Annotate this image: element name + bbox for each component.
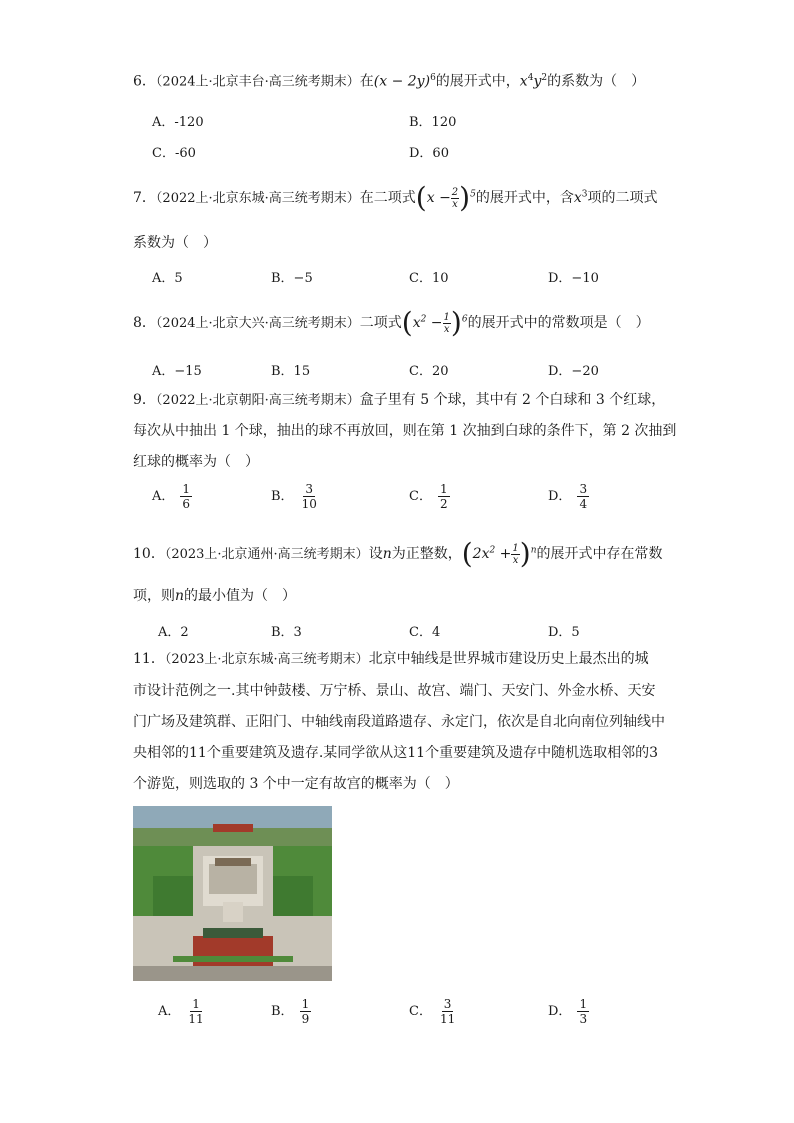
option-c[interactable]: C． $\frac{3}{11}$	[409, 997, 456, 1026]
fraction: $\frac{1}{2}$	[439, 482, 448, 511]
question-7: 7．（2022上·北京东城·高三统考期末）在二项式(x − $\frac{2}{x}$ )$^5$的展开式中，含$x^3$项的二项式	[133, 181, 658, 214]
option-b[interactable]: B．15	[271, 364, 311, 379]
option-d[interactable]: D．−20	[548, 364, 599, 379]
fraction: $\frac{3}{11}$	[439, 997, 456, 1026]
question-11-line5: 个游览，则选取的 3 个中一定有故宫的概率为（ ）	[133, 776, 459, 792]
option-a[interactable]: A．−15	[152, 364, 202, 379]
question-source: （2024上·北京大兴·高三统考期末）	[155, 316, 360, 331]
option-c[interactable]: C．20	[409, 364, 449, 379]
question-source: （2024上·北京丰台·高三统考期末）	[155, 74, 360, 90]
question-7-line2: 系数为（ ）	[133, 235, 217, 251]
option-d[interactable]: D．5	[548, 625, 580, 640]
binomial-expression: ($x^2$ − $\frac{1}{x}$ )$^6$	[401, 306, 468, 339]
binomial-expression: (x − $\frac{2}{x}$ )$^5$	[415, 181, 476, 214]
option-d[interactable]: D．60	[409, 146, 449, 161]
question-6: 6．（2024上·北京丰台·高三统考期末）在$(x - 2y)^6$的展开式中，$x^4y^2$的系数为（ ）	[133, 73, 646, 90]
question-10: 10．（2023上·北京通州·高三统考期末）设n为正整数，($2x^2$ + $\frac{1}{x}$ )$^n$的展开式中存在常数	[133, 537, 663, 570]
option-d[interactable]: D． $\frac{1}{3}$	[548, 997, 588, 1026]
option-c[interactable]: C．-60	[152, 146, 196, 161]
fraction: $\frac{1}{3}$	[579, 997, 588, 1026]
option-b[interactable]: B． $\frac{1}{9}$	[271, 997, 310, 1026]
question-source: （2023上·北京通州·高三统考期末）	[164, 547, 369, 562]
question-11: 11．（2023上·北京东城·高三统考期末）北京中轴线是世界城市建设历史上最杰出的城	[133, 651, 649, 667]
binomial-expression: (x − 2y)	[373, 73, 431, 90]
option-b[interactable]: B．−5	[271, 271, 313, 286]
question-11-line2: 市设计范例之一.其中钟鼓楼、万宁桥、景山、故宫、端门、天安门、外金水桥、天安	[133, 683, 656, 699]
question-8: 8．（2024上·北京大兴·高三统考期末）二项式($x^2$ − $\frac{1}{x}$ )$^6$的展开式中的常数项是（ ）	[133, 306, 650, 339]
fraction: $\frac{1}{9}$	[301, 997, 310, 1026]
fraction: $\frac{3}{10}$	[301, 482, 317, 511]
option-d[interactable]: D． $\frac{3}{4}$	[548, 482, 588, 511]
question-source: （2022上·北京朝阳·高三统考期末）	[155, 393, 360, 408]
option-c[interactable]: C．4	[409, 625, 441, 640]
question-9: 9．（2022上·北京朝阳·高三统考期末）盒子里有 5 个球，其中有 2 个白球和 3 个红球，	[133, 392, 666, 408]
question-9-line2: 每次从中抽出 1 个球，抽出的球不再放回，则在第 1 次抽到白球的条件下，第 2 次抽到	[133, 423, 677, 439]
option-a[interactable]: A．-120	[152, 115, 204, 130]
option-c[interactable]: C． $\frac{1}{2}$	[409, 482, 448, 511]
aerial-photo-illustration	[133, 806, 332, 981]
question-9-line3: 红球的概率为（ ）	[133, 454, 259, 470]
option-a[interactable]: A． $\frac{1}{6}$	[152, 482, 191, 511]
option-b[interactable]: B． $\frac{3}{10}$	[271, 482, 317, 511]
question-source: （2023上·北京东城·高三统考期末）	[164, 652, 369, 667]
binomial-expression: ($2x^2$ + $\frac{1}{x}$ )$^n$	[461, 537, 537, 570]
option-a[interactable]: A．5	[152, 271, 183, 286]
option-d[interactable]: D．−10	[548, 271, 599, 286]
option-a[interactable]: A． $\frac{1}{11}$	[158, 997, 204, 1026]
fraction: $\frac{1}{6}$	[182, 482, 191, 511]
central-axis-aerial-photo	[133, 806, 332, 981]
fraction: $\frac{1}{11}$	[188, 997, 204, 1026]
question-10-line2: 项，则n的最小值为（ ）	[133, 588, 297, 604]
question-source: （2022上·北京东城·高三统考期末）	[155, 191, 360, 206]
fraction: $\frac{3}{4}$	[579, 482, 588, 511]
option-a[interactable]: A．2	[158, 625, 189, 640]
option-b[interactable]: B．120	[409, 115, 457, 130]
question-11-line4: 央相邻的11个重要建筑及遗存.某同学欲从这11个重要建筑及遗存中随机选取相邻的3	[133, 745, 658, 761]
option-c[interactable]: C．10	[409, 271, 449, 286]
question-11-line3: 门广场及建筑群、正阳门、中轴线南段道路遗存、永定门，依次是自北向南位列轴线中	[133, 714, 665, 730]
option-b[interactable]: B．3	[271, 625, 302, 640]
